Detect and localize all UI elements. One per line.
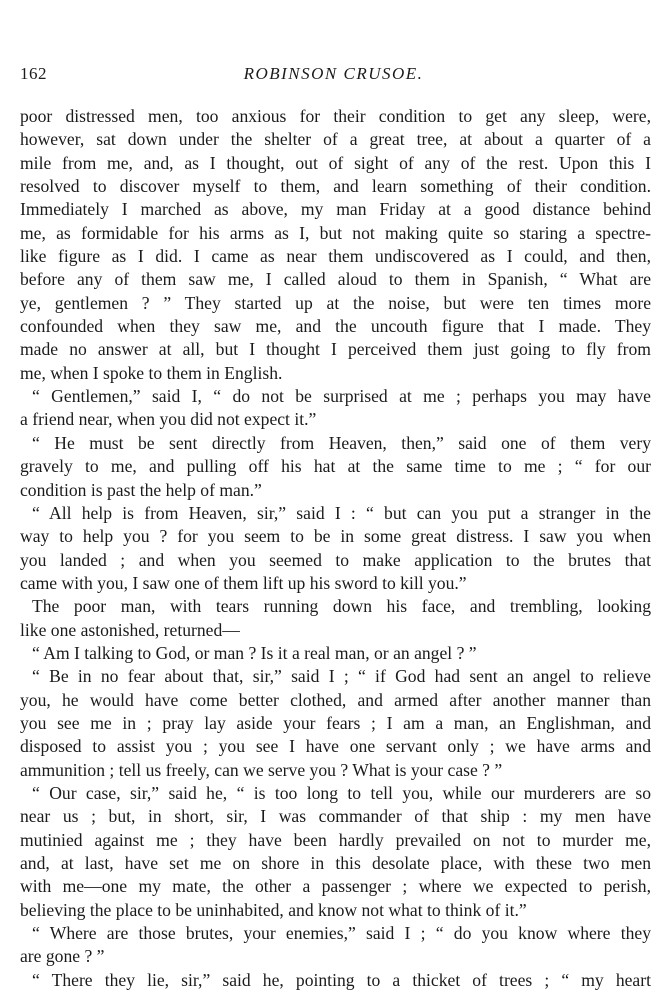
- text-line: near us ; but, in short, sir, I was commander of that ship : my men have: [20, 806, 651, 827]
- text-line: a friend near, when you did not expect it.”: [20, 409, 317, 430]
- page-header: [20, 64, 647, 88]
- text-line: believing the place to be uninhabited, and know not what to think of it.”: [20, 899, 527, 920]
- text-line: however, sat down under the shelter of a great tree, at about a quarter of a: [20, 129, 651, 150]
- text-line: “ There they lie, sir,” said he, pointing to a thicket of trees ; “ my heart: [32, 969, 651, 990]
- page-number: 162: [20, 64, 47, 83]
- text-line: resolved to discover myself to them, and learn something of their condition.: [20, 176, 651, 197]
- text-line: disposed to assist you ; you see I have one servant only ; we have arms and: [20, 736, 651, 757]
- text-line: made no answer at all, but I thought I perceived them just going to fly from: [20, 339, 651, 360]
- text-line: came with you, I saw one of them lift up his sword to kill you.”: [20, 572, 467, 593]
- text-line: way to help you ? for you seem to be in some great distress. I saw you when: [20, 526, 651, 547]
- text-line: mile from me, and, as I thought, out of sight of any of the rest. Upon this I: [20, 152, 651, 173]
- text-line: and, at last, have set me on shore in this desolate place, with these two men: [20, 853, 651, 873]
- text-line: you, he would have come better clothed, and armed after another manner than: [20, 689, 651, 710]
- text-line: you see me in ; pray lay aside your fears ; I am a man, an Englishman, and: [20, 712, 651, 733]
- text-line: “ Gentlemen,” said I, “ do not be surprised at me ; perhaps you may have: [32, 386, 651, 407]
- text-line: “ Our case, sir,” said he, “ is too long to tell you, while our murderers are so: [32, 782, 651, 803]
- text-line: with me—one my mate, the other a passenger ; where we expected to perish,: [20, 876, 651, 897]
- text-line: before any of them saw me, I called aloud to them in Spanish, “ What are: [20, 269, 651, 290]
- text-line: “ Where are those brutes, your enemies,” said I ; “ do you know where they: [32, 923, 651, 944]
- text-line: like figure as I did. I came as near them undiscovered as I could, and then,: [20, 246, 651, 267]
- running-title: ROBINSON CRUSOE.: [243, 64, 424, 83]
- text-line: ye, gentlemen ? ” They started up at the noise, but were ten times more: [20, 292, 651, 313]
- body-text: [20, 105, 651, 992]
- text-line: gravely to me, and pulling off his hat at the same time to me ; “ for our: [20, 456, 651, 477]
- text-line: mutinied against me ; they have been hardly prevailed on not to murder me,: [20, 829, 651, 850]
- text-line: “ Be in no fear about that, sir,” said I ; “ if God had sent an angel to relieve: [32, 666, 651, 687]
- text-line: me, when I spoke to them in English.: [20, 362, 283, 383]
- text-line: “ Am I talking to God, or man ? Is it a real man, or an angel ? ”: [32, 642, 477, 663]
- text-line: The poor man, with tears running down his face, and trembling, looking: [32, 596, 651, 617]
- text-line: are gone ? ”: [20, 946, 105, 967]
- text-line: “ He must be sent directly from Heaven, then,” said one of them very: [32, 432, 651, 453]
- text-line: me, as formidable for his arms as I, but not making quite so staring a spectre-: [20, 222, 651, 243]
- text-line: like one astonished, returned—: [20, 619, 240, 640]
- text-line: poor distressed men, too anxious for their condition to get any sleep, were,: [20, 106, 651, 126]
- text-line: ammunition ; tell us freely, can we serve you ? What is your case ? ”: [20, 759, 503, 780]
- text-line: “ All help is from Heaven, sir,” said I : “ but can you put a stranger in the: [32, 502, 651, 523]
- text-line: you landed ; and when you seemed to make application to the brutes that: [20, 549, 651, 570]
- text-line: condition is past the help of man.”: [20, 479, 262, 500]
- text-line: confounded when they saw me, and the uncouth figure that I made. They: [20, 316, 651, 337]
- text-line: Immediately I marched as above, my man Friday at a good distance behind: [20, 199, 651, 220]
